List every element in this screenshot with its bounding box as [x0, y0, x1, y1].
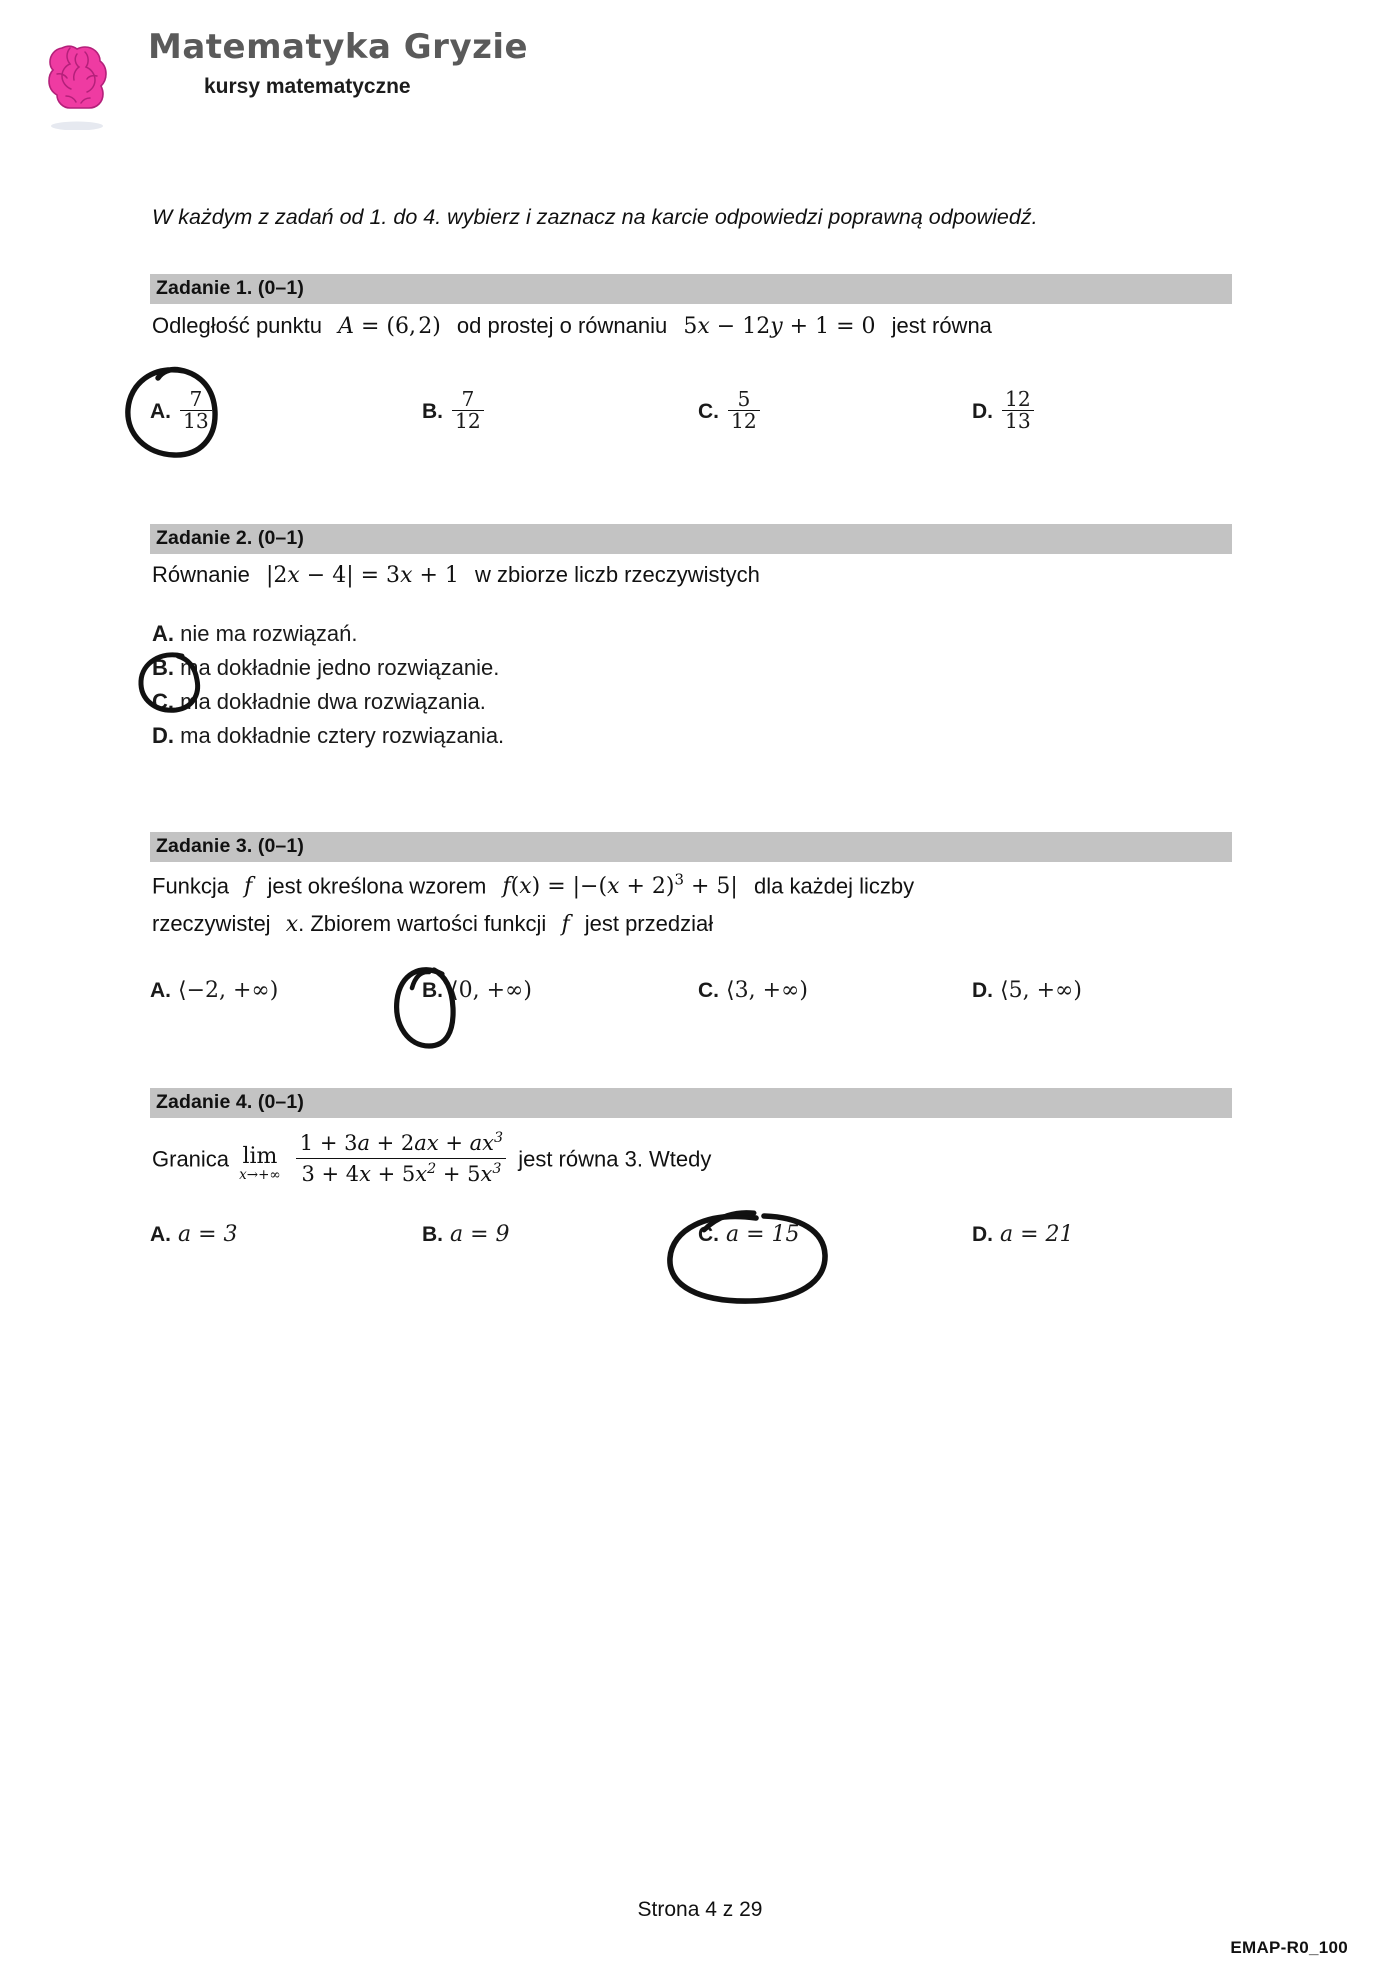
option-1-a[interactable] — [150, 387, 214, 434]
option-3-b-value: ⟨0, +∞) — [450, 978, 532, 1003]
task-options-3 — [150, 978, 1240, 1048]
option-1-c[interactable] — [698, 387, 762, 434]
task-header-2: Zadanie 2. (0–1) — [150, 524, 1232, 554]
option-3-a[interactable] — [150, 978, 278, 1003]
q4-limit-operator: lim x→+∞ — [239, 1144, 281, 1184]
option-2-b-text: ma dokładnie jedno rozwiązanie. — [180, 655, 500, 680]
option-4-d-label: D. — [972, 1222, 993, 1246]
brand-subtitle: kursy matematyczne — [204, 75, 411, 99]
option-3-a-label: A. — [150, 978, 171, 1002]
q1-point: A = (6, 2) — [338, 314, 441, 339]
option-4-a-value: a = 3 — [178, 1222, 238, 1247]
option-1-a-value: $\frac{7}{13}$ — [180, 389, 212, 432]
option-3-b[interactable] — [422, 978, 532, 1003]
task-question-4 — [152, 1132, 711, 1189]
option-3-c[interactable] — [698, 978, 808, 1003]
q4-fraction-numerator: $1 + 3a + 2ax + ax^3$ — [299, 1130, 504, 1155]
q2-part-prefix: Równanie — [152, 562, 250, 587]
option-2-c-text: ma dokładnie dwa rozwiązania. — [180, 689, 486, 714]
option-4-c[interactable] — [698, 1222, 800, 1247]
task-question-3-line1 — [152, 871, 914, 899]
task-question-1 — [152, 313, 992, 339]
q3-l1-c: dla każdej liczby — [753, 873, 915, 899]
option-2-a-label: A. — [152, 621, 174, 646]
option-3-c-label: C. — [698, 978, 719, 1002]
sheet-code: EMAP-R0_100 — [1230, 1938, 1348, 1957]
brand-title: Matematyka Gryzie — [148, 27, 529, 67]
option-4-a[interactable] — [150, 1222, 238, 1247]
option-2-a-text: nie ma rozwiązań. — [180, 621, 358, 646]
option-2-b-label: B. — [152, 655, 174, 680]
option-4-d[interactable] — [972, 1222, 1074, 1247]
option-3-d-value: ⟨5, +∞) — [1000, 978, 1082, 1003]
option-1-c-label: C. — [698, 399, 719, 423]
task-options-2 — [152, 617, 504, 753]
option-2-c-label: C. — [152, 689, 174, 714]
q3-l1-a: Funkcja — [152, 873, 230, 899]
q4-fraction — [295, 1130, 508, 1187]
option-4-c-label: C. — [698, 1222, 719, 1246]
option-2-b[interactable] — [152, 651, 504, 685]
q3-formula: $f(x) = |-(x + 2)^3 + 5|$ — [502, 871, 738, 900]
option-1-b-label: B. — [422, 399, 443, 423]
task-question-3-line2 — [152, 911, 713, 937]
option-2-d-label: D. — [152, 723, 174, 748]
option-2-c[interactable] — [152, 685, 504, 719]
q4-part-prefix: Granica — [152, 1146, 230, 1172]
q3-l2-a: rzeczywistej — [152, 911, 271, 936]
task-question-2 — [152, 562, 760, 588]
q3-l2-f: f — [561, 912, 570, 937]
option-3-d-label: D. — [972, 978, 993, 1002]
q3-l1-f: f — [244, 874, 253, 900]
q2-equation: |2x − 4| = 3x + 1 — [265, 563, 459, 588]
option-1-d[interactable] — [972, 387, 1036, 434]
option-1-d-label: D. — [972, 399, 993, 423]
q4-fraction-denominator: $3 + 4x + 5x^2 + 5x^3$ — [296, 1158, 506, 1187]
option-3-b-label: B. — [422, 978, 443, 1002]
option-4-a-label: A. — [150, 1222, 171, 1246]
option-1-a-label: A. — [150, 399, 171, 423]
option-4-b[interactable] — [422, 1222, 510, 1247]
option-1-b-value: $\frac{7}{12}$ — [452, 389, 484, 432]
option-1-d-value: $\frac{12}{13}$ — [1002, 389, 1034, 432]
exam-instruction: W każdym z zadań od 1. do 4. wybierz i zaznacz na karcie odpowiedzi poprawną odpowiedź. — [152, 205, 1038, 229]
option-4-b-label: B. — [422, 1222, 443, 1246]
option-2-d[interactable] — [152, 719, 504, 753]
q4-part-suffix: jest równa 3. Wtedy — [518, 1146, 712, 1172]
task-options-4 — [150, 1222, 1240, 1292]
q1-part-prefix: Odległość punktu — [152, 313, 322, 338]
q3-l2-x: x — [285, 912, 299, 937]
q1-equation: 5x − 12y + 1 = 0 — [683, 314, 876, 339]
option-3-a-value: ⟨−2, +∞) — [178, 978, 279, 1003]
option-4-b-value: a = 9 — [450, 1222, 510, 1247]
q1-part-suffix: jest równa — [891, 313, 992, 338]
q3-l2-b: . Zbiorem wartości funkcji — [298, 911, 547, 936]
option-3-d[interactable] — [972, 978, 1082, 1003]
task-header-3: Zadanie 3. (0–1) — [150, 832, 1232, 862]
option-1-b[interactable] — [422, 387, 486, 434]
option-2-a[interactable] — [152, 617, 504, 651]
task-header-4: Zadanie 4. (0–1) — [150, 1088, 1232, 1118]
q3-l2-c: jest przedział — [584, 911, 714, 936]
task-header-1: Zadanie 1. (0–1) — [150, 274, 1232, 304]
option-4-d-value: a = 21 — [1000, 1222, 1074, 1247]
option-1-c-value: $\frac{5}{12}$ — [728, 389, 760, 432]
option-3-c-value: ⟨3, +∞) — [726, 978, 808, 1003]
task-options-1 — [150, 387, 1240, 460]
q2-part-suffix: w zbiorze liczb rzeczywistych — [475, 562, 760, 587]
q1-part-mid: od prostej o równaniu — [456, 313, 668, 338]
q3-l1-b: jest określona wzorem — [267, 873, 487, 899]
page-number: Strona 4 z 29 — [637, 1898, 763, 1921]
option-2-d-text: ma dokładnie cztery rozwiązania. — [180, 723, 505, 748]
option-4-c-value: a = 15 — [726, 1222, 800, 1247]
